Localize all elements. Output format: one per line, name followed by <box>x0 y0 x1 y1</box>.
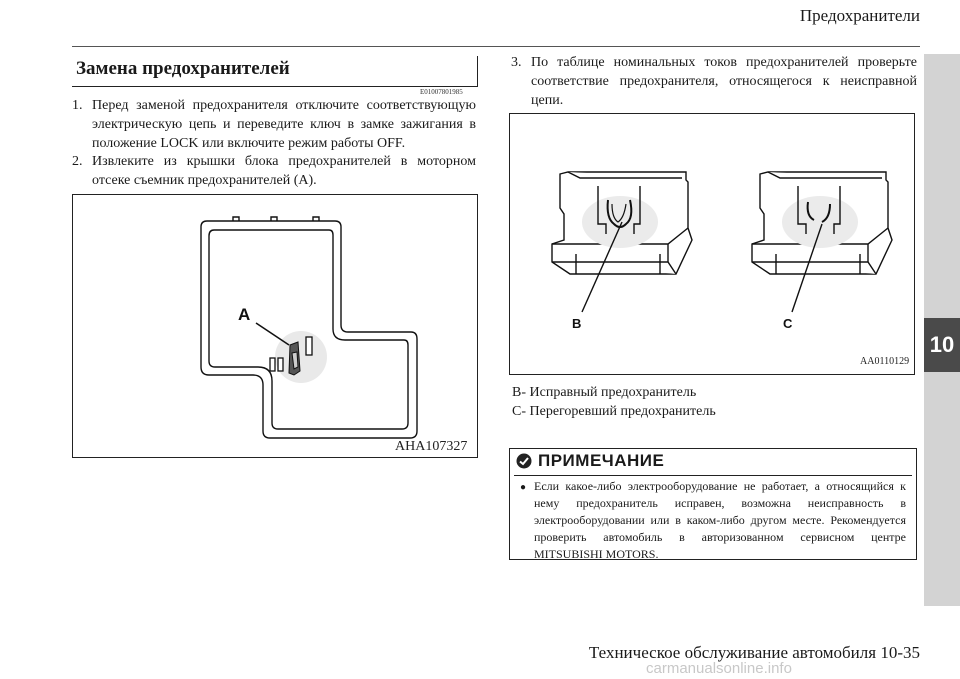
section-title-tick <box>477 56 478 87</box>
step-2 <box>72 152 476 190</box>
note-bullet-icon: ● <box>520 482 527 493</box>
step-number: 3. <box>511 55 522 70</box>
note-divider <box>514 475 912 476</box>
page-footer: Техническое обслуживание автомобиля 10-35 <box>588 643 920 662</box>
figure-fuse-comparison <box>509 113 915 375</box>
figure-label-a: A <box>238 305 251 324</box>
figure-label-c: C <box>783 316 793 331</box>
note-box <box>509 448 917 560</box>
legend-item-c: C- Перегоревший предохранитель <box>512 404 716 419</box>
step-3 <box>511 53 917 110</box>
note-header <box>510 449 916 473</box>
section-title: Замена предохранителей <box>76 58 290 79</box>
section-title-underline <box>72 86 478 87</box>
step-number: 2. <box>72 154 83 169</box>
header-rule <box>72 46 920 47</box>
note-check-icon <box>516 453 532 469</box>
step-text: Извлеките из крышки блока предохранителей в моторном отсеке съемник предохранителей (A). <box>92 154 476 188</box>
figure-code: AHA107327 <box>395 439 468 454</box>
step-number: 1. <box>72 98 83 113</box>
watermark: carmanualsonline.info <box>646 660 792 677</box>
fuse-comparison-illustration <box>510 114 914 374</box>
step-1 <box>72 96 476 153</box>
figure-label-b: B <box>572 316 582 331</box>
page-header-title: Предохранители <box>799 6 920 25</box>
section-code: E01007801985 <box>420 88 463 96</box>
chapter-number-tab: 10 <box>924 318 960 372</box>
figure-code: AA0110129 <box>860 356 910 367</box>
figure-fuse-box-cover <box>72 194 478 458</box>
step-text: По таблице номинальных токов предохранителей проверьте соответствие предохранителя, относящегося к неисправной цепи. <box>531 55 917 108</box>
note-text: Если какое-либо электрооборудование не работает, а относящийся к нему предохранитель исправен, возможна неисправность в электрооборудовании или в каком-либо другом месте. Рекомендуется проверить автомобиль в авторизованном сервисном центре MITSUBISHI MOTORS. <box>534 479 906 561</box>
fuse-box-cover-illustration <box>73 195 477 457</box>
note-title: ПРИМЕЧАНИЕ <box>538 451 665 470</box>
legend-item-b: B- Исправный предохранитель <box>512 385 697 400</box>
step-text: Перед заменой предохранителя отключите соответствующую электрическую цепь и переведите ключ в замке зажигания в положение LOCK или включите режим работы OFF. <box>92 98 476 151</box>
